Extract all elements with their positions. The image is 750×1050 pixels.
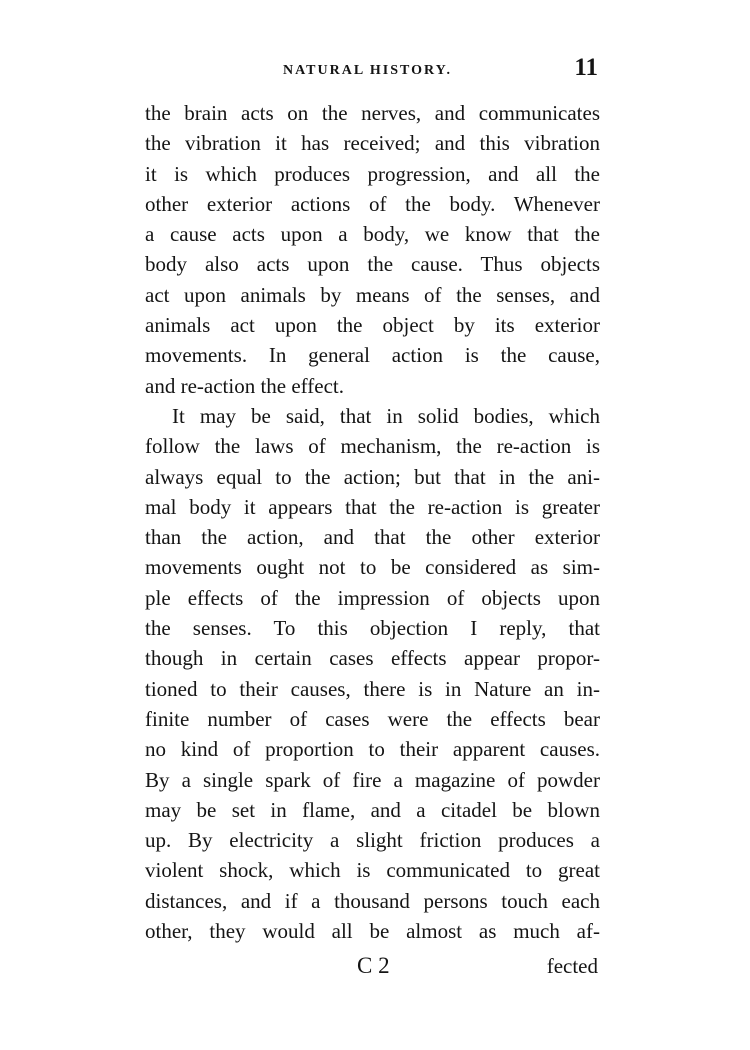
text-line: the senses. To this objection I reply, that bbox=[145, 616, 600, 641]
text-line: ple effects of the impression of objects upon bbox=[145, 585, 600, 610]
text-line: the vibration it has received; and this vibration bbox=[145, 131, 600, 156]
text-line: other, they would all be almost as much af- bbox=[145, 919, 600, 944]
text-line: and re-action the effect. bbox=[145, 373, 344, 398]
text-line: tioned to their causes, there is in Nature an in- bbox=[145, 676, 600, 701]
text-line: though in certain cases effects appear propor- bbox=[145, 646, 600, 671]
page-body bbox=[145, 98, 600, 946]
text-line: always equal to the action; but that in the ani- bbox=[145, 464, 600, 489]
text-line: body also acts upon the cause. Thus objects bbox=[145, 252, 600, 277]
page-number: 11 bbox=[574, 54, 598, 81]
text-line: the brain acts on the nerves, and communicates bbox=[145, 101, 600, 125]
text-line: may be set in flame, and a citadel be blown bbox=[145, 797, 600, 822]
page-footer bbox=[145, 950, 600, 982]
signature-mark: C 2 bbox=[357, 953, 390, 978]
text-line: animals act upon the object by its exterior bbox=[145, 313, 600, 338]
text-line: than the action, and that the other exterior bbox=[145, 525, 600, 550]
text-line: up. By electricity a slight friction produces a bbox=[145, 828, 600, 853]
text-line: violent shock, which is communicated to great bbox=[145, 858, 600, 883]
text-line: By a single spark of fire a magazine of powder bbox=[145, 767, 600, 792]
text-line: mal body it appears that the re-action is greater bbox=[145, 494, 600, 519]
text-line: movements ought not to be considered as sim- bbox=[145, 555, 600, 580]
text-line: act upon animals by means of the senses, and bbox=[145, 282, 600, 307]
text-line: distances, and if a thousand persons touch each bbox=[145, 888, 600, 913]
catchword: fected bbox=[546, 954, 598, 978]
text-line: finite number of cases were the effects bear bbox=[145, 706, 600, 731]
text-line: it is which produces progression, and all the bbox=[145, 161, 600, 186]
running-title: NATURAL HISTORY. bbox=[283, 63, 452, 78]
page-header bbox=[145, 54, 600, 88]
text-line: other exterior actions of the body. Whenever bbox=[145, 191, 600, 216]
paragraph-start-line: It may be said, that in solid bodies, which bbox=[172, 403, 600, 428]
text-line: a cause acts upon a body, we know that the bbox=[145, 222, 600, 247]
text-line: movements. In general action is the cause, bbox=[145, 343, 600, 368]
text-line: follow the laws of mechanism, the re-action is bbox=[145, 434, 600, 459]
text-line: no kind of proportion to their apparent causes. bbox=[145, 737, 600, 762]
